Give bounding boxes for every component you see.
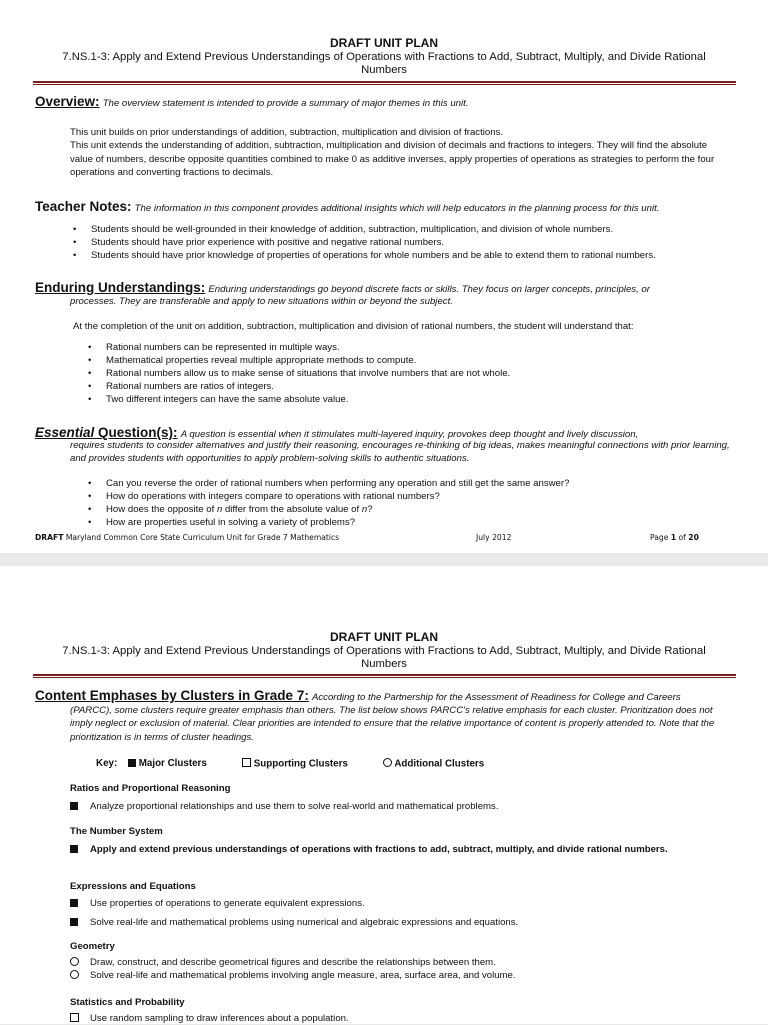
content-description-rest-line (70, 704, 735, 744)
key-additional: Additional Clusters (383, 758, 484, 770)
teacher-notes-description: The information in this component provides additional insights which will help educators in the planning process for this unit. (134, 203, 660, 214)
enduring-heading-line (35, 282, 735, 296)
open-circle-icon (70, 957, 79, 966)
teacher-notes-list (73, 223, 733, 262)
essential-list (88, 477, 728, 529)
essential-description-rest-line (70, 439, 735, 466)
essential-heading: Essential Question(s): (35, 425, 178, 440)
overview-body (70, 126, 732, 179)
key-label: Key: (96, 758, 118, 769)
filled-square-icon (70, 802, 78, 810)
cluster-item: Solve real-life and mathematical problems involving angle measure, area, surface area, and volume. (70, 969, 730, 982)
list-item: • Students should have prior experience with positive and negative rational numbers. (73, 236, 733, 249)
cluster-item: Apply and extend previous understandings of operations with fractions to add, subtract, multiply, and divide rational numbers. (70, 843, 730, 856)
list-item: • Mathematical properties reveal multiple appropriate methods to compute. (88, 354, 728, 367)
overview-description: The overview statement is intended to provide a summary of major themes in this unit. (102, 98, 469, 109)
header-divider (33, 81, 736, 85)
page-footer-date: July 2012 (476, 533, 512, 542)
cluster-item: Use properties of operations to generate equivalent expressions. (70, 897, 730, 910)
list-item: • Rational numbers allow us to make sense of situations that involve numbers that are not whole. (88, 367, 728, 380)
overview-heading-line (35, 96, 735, 110)
overview-paragraph-1: This unit builds on prior understandings of addition, subtraction, multiplication and division of fractions. (70, 127, 504, 138)
list-item: • How do operations with integers compare to operations with rational numbers? (88, 490, 728, 503)
cluster-heading-number-system: The Number System (70, 826, 163, 837)
cluster-heading-geometry: Geometry (70, 941, 115, 952)
enduring-list (88, 341, 728, 406)
page-title: DRAFT UNIT PLAN (330, 630, 438, 644)
filled-square-icon (128, 759, 136, 767)
open-square-icon (242, 758, 251, 767)
key-supporting: Supporting Clusters (242, 758, 348, 770)
page-subtitle: 7.NS.1-3: Apply and Extend Previous Understandings of Operations with Fractions to Add, Subtract, Multiply, and Divide Rational Numbers (62, 51, 706, 76)
content-description-2: (PARCC), some clusters require greater emphasis than others. The list below shows PARCC's relative emphasis for each cluster. Prioritization does not imply neglect or exclusion of material. Clear priorities are intended to ensure that the relative importance of content is properly attended to. Note that the prioritization is in terms of cluster headings. (70, 705, 715, 743)
list-item: • How does the opposite of n differ from the absolute value of n? (88, 503, 728, 516)
filled-square-icon (70, 899, 78, 907)
open-square-icon (70, 1013, 79, 1022)
teacher-notes-heading: Teacher Notes: (35, 199, 132, 214)
cluster-item: Draw, construct, and describe geometrical figures and describe the relationships between them. (70, 956, 730, 969)
list-item: • Students should be well-grounded in their knowledge of addition, subtraction, multiplication, and division of whole numbers. (73, 223, 733, 236)
overview-paragraph-2: This unit extends the understanding of addition, subtraction, multiplication and division of decimals and fractions to integers. They will find the absolute value of numbers, describe opposite quantities combined to make 0 as additive inverses, apply properties of operations as strategies to perform the four operations and converting fractions to decimals. (70, 140, 715, 178)
enduring-description-1: Enduring understandings go beyond discrete facts or skills. They focus on larger concepts, principles, or (208, 284, 650, 295)
teacher-notes-heading-line (35, 201, 735, 215)
enduring-description-line-2 (70, 295, 730, 308)
essential-description-1: A question is essential when it stimulates multi-layered inquiry, provokes deep thought and lively discussion, (180, 429, 639, 440)
key-major: Major Clusters (128, 758, 207, 769)
document-page-2 (0, 566, 768, 1024)
enduring-heading: Enduring Understandings: (35, 280, 206, 295)
essential-description-2: requires students to consider alternatives and justify their reasoning, encourages re-thinking of big ideas, makes meaningful connections with prior learning, and provides students with opportunities to apply problem-solving skills to authentic situations. (70, 440, 730, 465)
page-footer-number: Page 1 of 20 (650, 533, 699, 542)
cluster-heading-ratios: Ratios and Proportional Reasoning (70, 783, 231, 794)
list-item: • Rational numbers are ratios of integers. (88, 380, 728, 393)
content-heading: Content Emphases by Clusters in Grade 7: (35, 688, 309, 703)
enduring-intro: At the completion of the unit on addition, subtraction, multiplication and division of rational numbers, the student will understand that: (73, 321, 634, 332)
cluster-item: Analyze proportional relationships and use them to solve real-world and mathematical problems. (70, 800, 730, 813)
list-item: • How are properties useful in solving a variety of problems? (88, 516, 728, 529)
cluster-heading-expressions: Expressions and Equations (70, 881, 196, 892)
list-item: • Rational numbers can be represented in multiple ways. (88, 341, 728, 354)
list-item: • Can you reverse the order of rational numbers when performing any operation and still get the same answer? (88, 477, 728, 490)
cluster-heading-statistics: Statistics and Probability (70, 997, 185, 1008)
cluster-item: Use random sampling to draw inferences about a population. (70, 1012, 730, 1025)
page-title: DRAFT UNIT PLAN (330, 36, 438, 50)
list-item: • Students should have prior knowledge of properties of operations for whole numbers and be able to extend them to rational numbers. (73, 249, 733, 262)
filled-square-icon (70, 918, 78, 926)
open-circle-icon (383, 758, 392, 767)
open-circle-icon (70, 970, 79, 979)
page-footer-left: DRAFT Maryland Common Core State Curriculum Unit for Grade 7 Mathematics (35, 533, 340, 542)
enduring-description-2: processes. They are transferable and apply to new situations within or beyond the subject. (70, 296, 453, 307)
cluster-item: Solve real-life and mathematical problems using numerical and algebraic expressions and equations. (70, 916, 730, 929)
list-item: • Two different integers can have the same absolute value. (88, 393, 728, 406)
overview-heading: Overview: (35, 94, 100, 109)
content-description-1: According to the Partnership for the Assessment of Readiness for College and Careers (311, 692, 681, 703)
content-heading-line (35, 690, 735, 704)
header-divider (33, 674, 736, 678)
filled-square-icon (70, 845, 78, 853)
page-subtitle: 7.NS.1-3: Apply and Extend Previous Understandings of Operations with Fractions to Add, Subtract, Multiply, and Divide Rational Numbers (62, 645, 706, 670)
